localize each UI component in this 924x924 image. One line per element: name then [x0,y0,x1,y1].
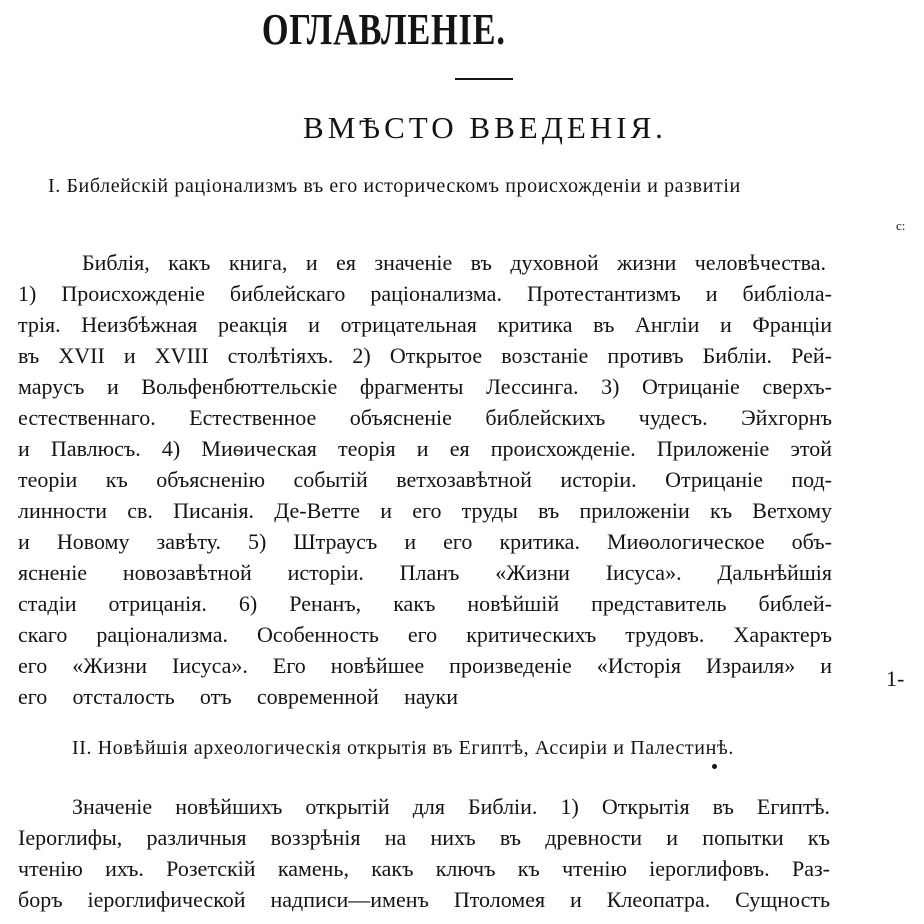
text-line: и Новому завѣту. 5) Штраусъ и его критика. Миѳологическое объ- [18,529,832,554]
text-line: боръ іероглифической надписи—именъ Птоломея и Клеопатра. Сущность [18,887,830,912]
text-line: 1) Происхожденіе библейскаго раціонализма. Протестантизмъ и библіола- [18,281,832,306]
page-title: ОГЛАВЛЕНІЕ. [261,5,506,54]
section-2-heading: II. Новѣйшія археологическія открытія въ Египтѣ, Ассиріи и Палестинѣ. [72,737,734,759]
text-line: его «Жизни Іисуса». Его новѣйшее произведеніе «Исторія Израиля» и [18,653,832,678]
text-line: его отсталость отъ современной науки [18,684,458,709]
title-divider [455,78,513,80]
text-line: Іероглифы, различныя воззрѣнія на нихъ въ древности и попытки къ [18,825,830,850]
text-line: скаго раціонализма. Особенность его критическихъ трудовъ. Характеръ [18,622,832,647]
text-line: стадіи отрицанія. 6) Ренанъ, какъ новѣйшій представитель библей- [18,591,832,616]
text-line: ясненіе новозавѣтной исторіи. Планъ «Жизни Іисуса». Дальнѣйшія [18,560,832,585]
page-reference: 1- [886,666,905,691]
text-line: линности св. Писанія. Де-Ветте и его труды въ приложеніи къ Ветхому [18,498,832,523]
ink-dot [712,764,717,769]
text-line: марусъ и Вольфенбюттельскіе фрагменты Лессинга. 3) Отрицаніе сверхъ- [18,374,832,399]
text-line: Значеніе новѣйшихъ открытій для Библіи. 1) Открытія въ Египтѣ. [72,794,830,819]
text-line: трія. Неизбѣжная реакція и отрицательная критика въ Англіи и Франціи [18,312,832,337]
text-line: въ XVII и XVIII столѣтіяхъ. 2) Открытое возстаніе противъ Библіи. Рей- [18,343,832,368]
page-subtitle: ВМѢСТО ВВЕДЕНІЯ. [303,110,667,145]
margin-mark: с: [896,218,906,233]
text-line: чтенію ихъ. Розетскій камень, какъ ключъ къ чтенію іероглифовъ. Раз- [18,856,830,881]
section-1-heading: I. Библейскій раціонализмъ въ его историческомъ происхожденіи и развитіи [48,175,741,197]
text-line: Библія, какъ книга, и ея значеніе въ духовной жизни человѣчества. [82,250,826,275]
text-line: и Павлюсъ. 4) Миѳическая теорія и ея происхожденіе. Приложеніе этой [18,436,832,461]
text-line: естественнаго. Естественное объясненіе библейскихъ чудесъ. Эйхгорнъ [18,405,832,430]
text-line: теоріи къ объясненію событій ветхозавѣтной исторіи. Отрицаніе под- [18,467,832,492]
